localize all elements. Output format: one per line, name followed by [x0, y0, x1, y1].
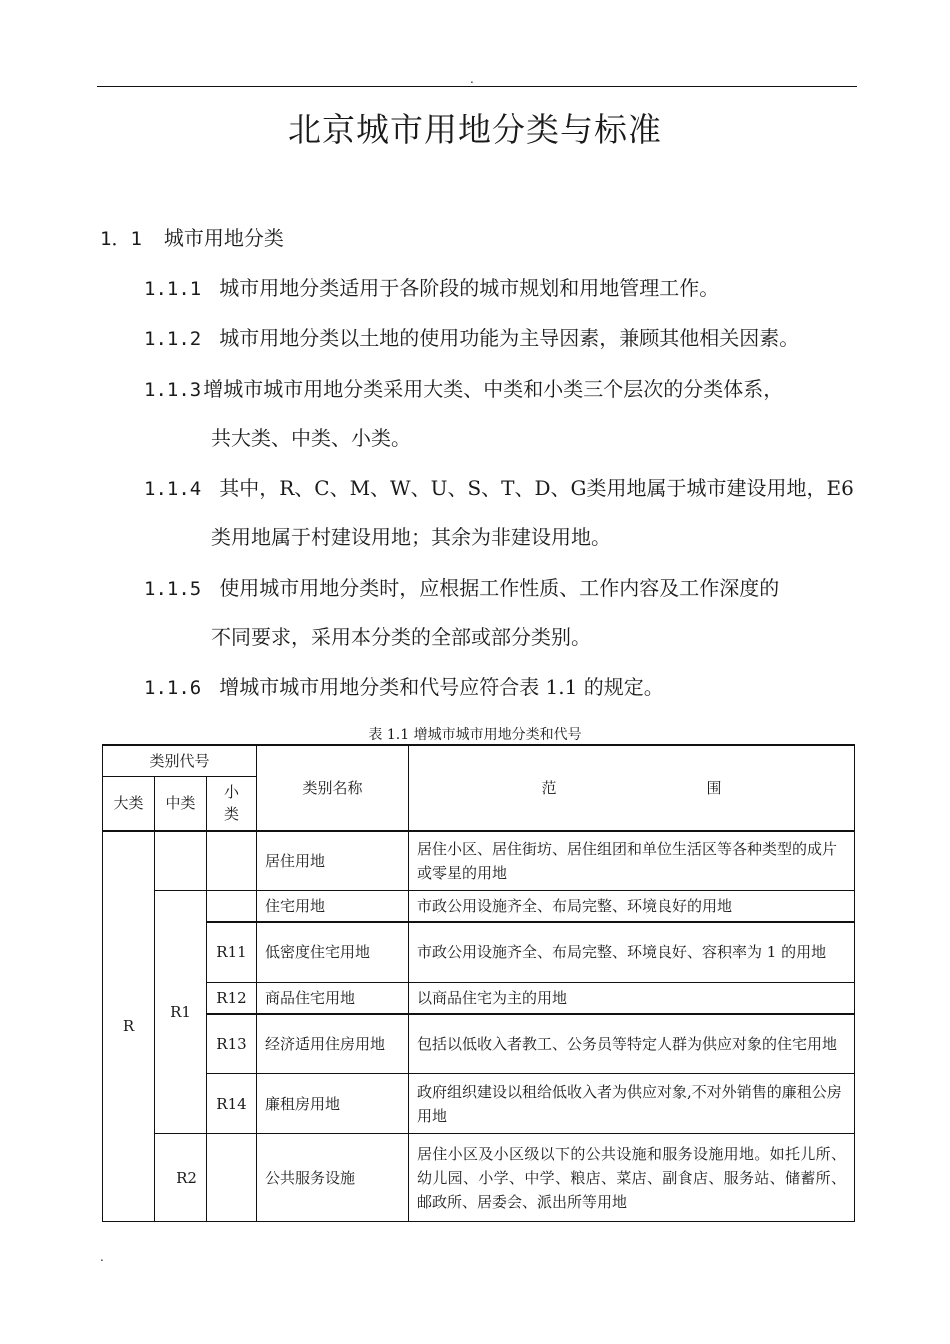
- header-range: [409, 745, 855, 831]
- section-title: 城市用地分类: [163, 226, 284, 250]
- section-heading: [100, 222, 284, 251]
- cell-minor-r12: R12: [207, 982, 257, 1014]
- cell-range: 包括以低收入者教工、公务员等特定人群为供应对象的住宅用地: [409, 1014, 855, 1074]
- cell-name: 廉租房用地: [257, 1074, 409, 1134]
- cell-medium-empty: [155, 831, 207, 891]
- header-medium: 中类: [155, 777, 207, 831]
- clause-1-1-4: [144, 472, 854, 501]
- header-mark: .: [470, 72, 474, 86]
- clause-continuation: 共大类、中类、小类。: [211, 426, 411, 450]
- clause-number: 1.1.1: [144, 278, 202, 300]
- header-minor: 小 类: [207, 777, 257, 831]
- clause-1-1-1: [144, 272, 719, 301]
- header-range-b: 围: [706, 778, 722, 797]
- cell-minor-empty: [207, 831, 257, 891]
- clause-text: 增城市城市用地分类和代号应符合表 1.1 的规定。: [219, 675, 664, 699]
- cell-minor-r13: R13: [207, 1014, 257, 1074]
- cell-range: 市政公用设施齐全、布局完整、环境良好、容积率为 1 的用地: [409, 922, 855, 982]
- cell-medium-r2: R2: [155, 1134, 207, 1222]
- cell-range: 居住小区及小区级以下的公共设施和服务设施用地。如托儿所、幼儿园、小学、中学、粮店、菜店、副食店、服务站、储蓄所、邮政所、居委会、派出所等用地: [409, 1134, 855, 1222]
- clause-1-1-2: [144, 322, 799, 351]
- cell-name: 居住用地: [257, 831, 409, 891]
- clause-text: 增城市城市用地分类采用大类、中类和小类三个层次的分类体系，: [203, 377, 784, 401]
- clause-number: 1.1.5: [144, 578, 202, 600]
- cell-name: 商品住宅用地: [257, 982, 409, 1014]
- cell-range: 居住小区、居住街坊、居住组团和单位生活区等各种类型的成片或零星的用地: [409, 831, 855, 891]
- cell-minor-empty: [207, 891, 257, 923]
- clause-text: 城市用地分类以土地的使用功能为主导因素，兼顾其他相关因素。: [219, 326, 800, 350]
- clause-number: 1.1.6: [144, 677, 202, 699]
- cell-range: 以商品住宅为主的用地: [409, 982, 855, 1014]
- clause-continuation: 类用地属于村建设用地；其余为非建设用地。: [211, 525, 611, 549]
- clause-1-1-6: [144, 671, 664, 700]
- clause-1-1-5: [144, 572, 779, 601]
- land-use-table: [102, 744, 855, 1222]
- cell-range: 政府组织建设以租给低收入者为供应对象,不对外销售的廉租公房用地: [409, 1074, 855, 1134]
- cell-medium-r1: R1: [155, 891, 207, 1134]
- section-number: 1．1: [100, 228, 142, 250]
- document-title: 北京城市用地分类与标准: [288, 110, 662, 149]
- header-name: 类别名称: [257, 745, 409, 831]
- clause-text: 城市用地分类适用于各阶段的城市规划和用地管理工作。: [219, 276, 720, 300]
- cell-name: 公共服务设施: [257, 1134, 409, 1222]
- cell-name: 经济适用住房用地: [257, 1014, 409, 1074]
- header-major: 大类: [103, 777, 155, 831]
- clause-text: 使用城市用地分类时，应根据工作性质、工作内容及工作深度的: [219, 576, 780, 600]
- cell-major-r: R: [103, 831, 155, 1222]
- clause-1-1-3: [144, 373, 783, 402]
- cell-minor-r14: R14: [207, 1074, 257, 1134]
- clause-text: 其中，R、C、M、W、U、S、T、D、G类用地属于城市建设用地，E6: [219, 476, 854, 500]
- cell-minor-r11: R11: [207, 922, 257, 982]
- footer-mark: .: [100, 1250, 104, 1264]
- clause-continuation: 不同要求，采用本分类的全部或部分类别。: [211, 625, 591, 649]
- header-code-group: 类别代号: [103, 745, 257, 777]
- cell-minor-empty: [207, 1134, 257, 1222]
- cell-name: 住宅用地: [257, 891, 409, 923]
- table-caption: 表 1.1 增城市城市用地分类和代号: [368, 727, 582, 743]
- cell-range: 市政公用设施齐全、布局完整、环境良好的用地: [409, 891, 855, 923]
- clause-number: 1.1.3: [144, 379, 202, 401]
- clause-number: 1.1.4: [144, 478, 202, 500]
- cell-name: 低密度住宅用地: [257, 922, 409, 982]
- header-range-a: 范: [541, 778, 557, 797]
- header-rule: [97, 86, 857, 87]
- clause-number: 1.1.2: [144, 328, 202, 350]
